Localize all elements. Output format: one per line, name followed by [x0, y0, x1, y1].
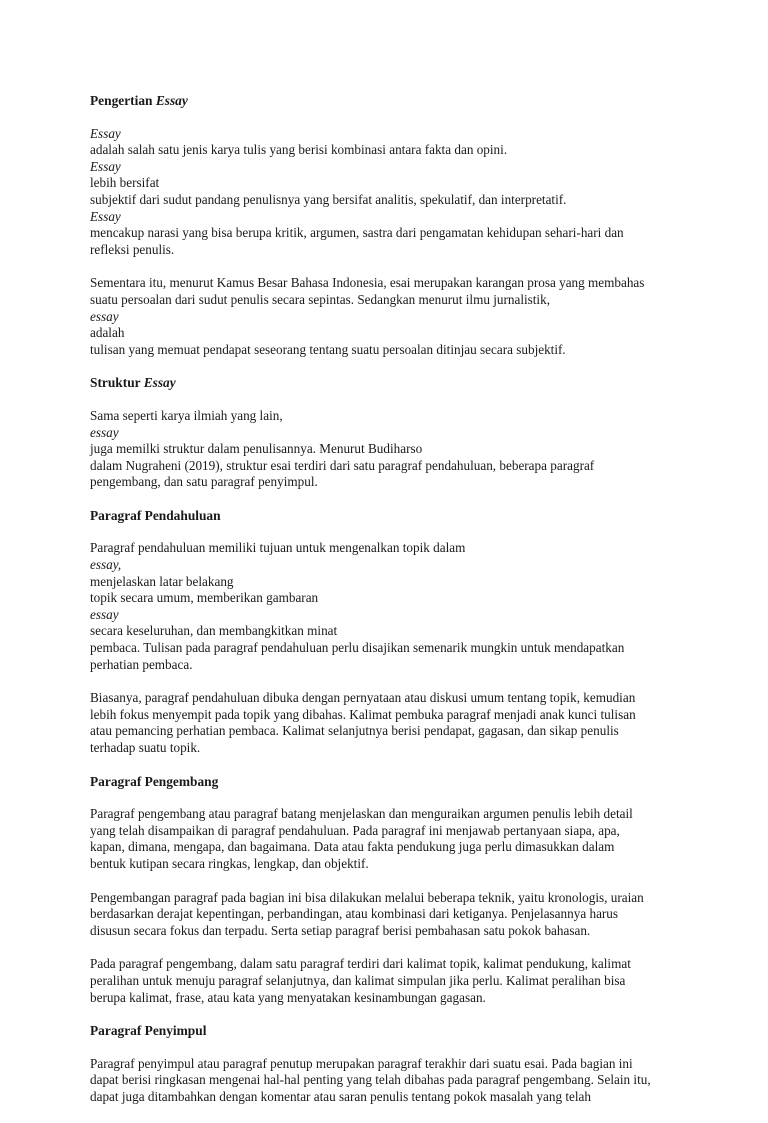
- text-run: topik secara umum, memberikan gambaran: [90, 590, 319, 606]
- body-paragraph: [90, 540, 658, 673]
- italic-text: Essay: [90, 208, 121, 224]
- paragraph-line: [90, 890, 658, 907]
- text-run: Paragraf pendahuluan memiliki tujuan untuk mengenalkan topik dalam: [90, 540, 466, 556]
- body-paragraph: [90, 126, 658, 259]
- text-run: lebih fokus menyempit pada topik yang dibahas. Kalimat pembuka paragraf menjadi anak kunci tulisan: [90, 706, 636, 722]
- section-heading-text: Paragraf Penyimpul: [90, 1023, 207, 1039]
- text-run: berdasarkan derajat kepentingan, perbandingan, atau kombinasi dari ketiganya. Penjelasannya harus: [90, 906, 619, 922]
- paragraph-line: [90, 723, 658, 740]
- paragraph-line: [90, 342, 658, 359]
- paragraph-line: [90, 590, 658, 640]
- text-run: Paragraf pengembang atau paragraf batang menjelaskan dan menguraikan argumen penulis lebih detail: [90, 806, 633, 822]
- paragraph-line: [90, 990, 658, 1007]
- text-run: dapat berisi ringkasan mengenai hal-hal penting yang telah dibahas pada paragraf pengembang. Selain itu,: [90, 1072, 651, 1088]
- section-heading-text: Paragraf Pengembang: [90, 773, 219, 789]
- text-run: Biasanya, paragraf pendahuluan dibuka dengan pernyataan atau diskusi umum tentang topik, kemudian: [90, 690, 636, 706]
- text-run: pengembang, dan satu paragraf penyimpul.: [90, 474, 318, 490]
- text-run: perhatian pembaca.: [90, 656, 193, 672]
- body-paragraph: [90, 275, 658, 358]
- text-run: Pada paragraf pengembang, dalam satu paragraf terdiri dari kalimat topik, kalimat pendukung, kalimat: [90, 956, 631, 972]
- italic-text: essay: [90, 308, 119, 324]
- section-heading: [90, 1023, 658, 1040]
- section-heading: [90, 508, 658, 525]
- paragraph-line: [90, 474, 658, 491]
- paragraph-line: [90, 973, 658, 990]
- text-run: refleksi penulis.: [90, 241, 175, 257]
- text-run: Pengembangan paragraf pada bagian ini bisa dilakukan melalui beberapa teknik, yaitu kronologis, uraian: [90, 889, 644, 905]
- text-run: Paragraf penyimpul atau paragraf penutup merupakan paragraf terakhir dari suatu esai. Pada bagian ini: [90, 1055, 633, 1071]
- paragraph-line: [90, 540, 658, 590]
- paragraph-line: [90, 275, 658, 292]
- paragraph-line: [90, 640, 658, 657]
- text-run: tulisan yang memuat pendapat seseorang tentang suatu persoalan ditinjau secara subjektif.: [90, 341, 566, 357]
- body-paragraph: [90, 956, 658, 1006]
- italic-text: Essay: [90, 125, 121, 141]
- paragraph-line: [90, 458, 658, 475]
- paragraph-line: [90, 740, 658, 757]
- section-heading-text: Paragraf Pendahuluan: [90, 507, 221, 523]
- text-run: dalam Nugraheni (2019), struktur esai terdiri dari satu paragraf pendahuluan, beberapa paragraf: [90, 457, 595, 473]
- body-paragraph: [90, 890, 658, 940]
- body-paragraph: [90, 806, 658, 872]
- paragraph-line: [90, 690, 658, 707]
- paragraph-line: [90, 192, 658, 225]
- italic-text: essay: [90, 424, 119, 440]
- text-run: bentuk kutipan secara ringkas, lengkap, dan objektif.: [90, 855, 369, 871]
- text-run: kapan, dimana, mengapa, dan bagaimana. Data atau fakta pendukung juga perlu dimasukkan dalam: [90, 839, 615, 855]
- section-heading-italic: Essay: [155, 93, 188, 108]
- text-run: subjektif dari sudut pandang penulisnya yang bersifat analitis, spekulatif, dan interpretatif.: [90, 191, 567, 207]
- section-heading-text: Pengertian: [90, 93, 156, 108]
- paragraph-line: [90, 292, 658, 342]
- document-body: [90, 93, 658, 1123]
- paragraph-line: [90, 1072, 658, 1089]
- text-run: terhadap suatu topik.: [90, 740, 201, 755]
- section-heading: [90, 774, 658, 791]
- text-run: atau pemancing perhatian pembaca. Kalimat selanjutnya berisi pendapat, gagasan, dan sikap penulis: [90, 723, 619, 739]
- paragraph-line: [90, 1089, 658, 1106]
- section-heading-italic: Essay: [143, 375, 176, 391]
- text-run: lebih bersifat: [90, 175, 160, 191]
- paragraph-line: [90, 956, 658, 973]
- italic-text: essay: [90, 606, 119, 622]
- paragraph-line: [90, 242, 658, 259]
- paragraph-line: [90, 839, 658, 856]
- paragraph-line: [90, 408, 658, 458]
- text-run: berupa kalimat, frase, atau kata yang menyatakan kesinambungan gagasan.: [90, 989, 486, 1005]
- paragraph-line: [90, 126, 658, 192]
- section-heading: [90, 93, 658, 110]
- italic-text: Essay: [90, 158, 121, 174]
- paragraph-line: [90, 1056, 658, 1073]
- body-paragraph: [90, 408, 658, 491]
- text-run: mencakup narasi yang bisa berupa kritik, argumen, sastra dari pengamatan kehidupan sehari-hari dan: [90, 225, 624, 241]
- paragraph-line: [90, 906, 658, 923]
- paragraph-line: [90, 806, 658, 823]
- text-run: adalah: [90, 325, 125, 341]
- text-run: suatu persoalan dari sudut penulis secara sepintas. Sedangkan menurut ilmu jurnalistik,: [90, 291, 550, 307]
- section-heading-text: Struktur: [90, 375, 144, 391]
- paragraph-line: [90, 823, 658, 840]
- text-run: Sama seperti karya ilmiah yang lain,: [90, 407, 283, 423]
- text-run: yang telah disampaikan di paragraf pendahuluan. Pada paragraf ini menjawab pertanyaan siapa, apa,: [90, 822, 620, 838]
- text-run: pembaca. Tulisan pada paragraf pendahuluan perlu disajikan semenarik mungkin untuk mendapatkan: [90, 640, 625, 656]
- text-run: peralihan untuk menuju paragraf selanjutnya, dan kalimat simpulan jika perlu. Kalimat peralihan bisa: [90, 972, 626, 988]
- text-run: disusun secara fokus dan terpadu. Serta setiap paragraf berisi pembahasan satu pokok bahasan.: [90, 922, 591, 938]
- paragraph-line: [90, 657, 658, 674]
- text-run: menjelaskan latar belakang: [90, 573, 234, 589]
- text-run: Sementara itu, menurut Kamus Besar Bahasa Indonesia, esai merupakan karangan prosa yang membahas: [90, 275, 645, 291]
- paragraph-line: [90, 707, 658, 724]
- text-run: juga memilki struktur dalam penulisannya. Menurut Budiharso: [90, 441, 423, 457]
- body-paragraph: [90, 1056, 658, 1106]
- section-heading: [90, 375, 658, 392]
- text-run: adalah salah satu jenis karya tulis yang berisi kombinasi antara fakta dan opini.: [90, 142, 508, 158]
- paragraph-line: [90, 923, 658, 940]
- paragraph-line: [90, 856, 658, 873]
- body-paragraph: [90, 690, 658, 756]
- paragraph-line: [90, 225, 658, 242]
- italic-text: essay,: [90, 557, 122, 573]
- text-run: secara keseluruhan, dan membangkitkan minat: [90, 623, 338, 639]
- text-run: dapat juga ditambahkan dengan komentar atau saran penulis tentang pokok masalah yang telah: [90, 1088, 591, 1104]
